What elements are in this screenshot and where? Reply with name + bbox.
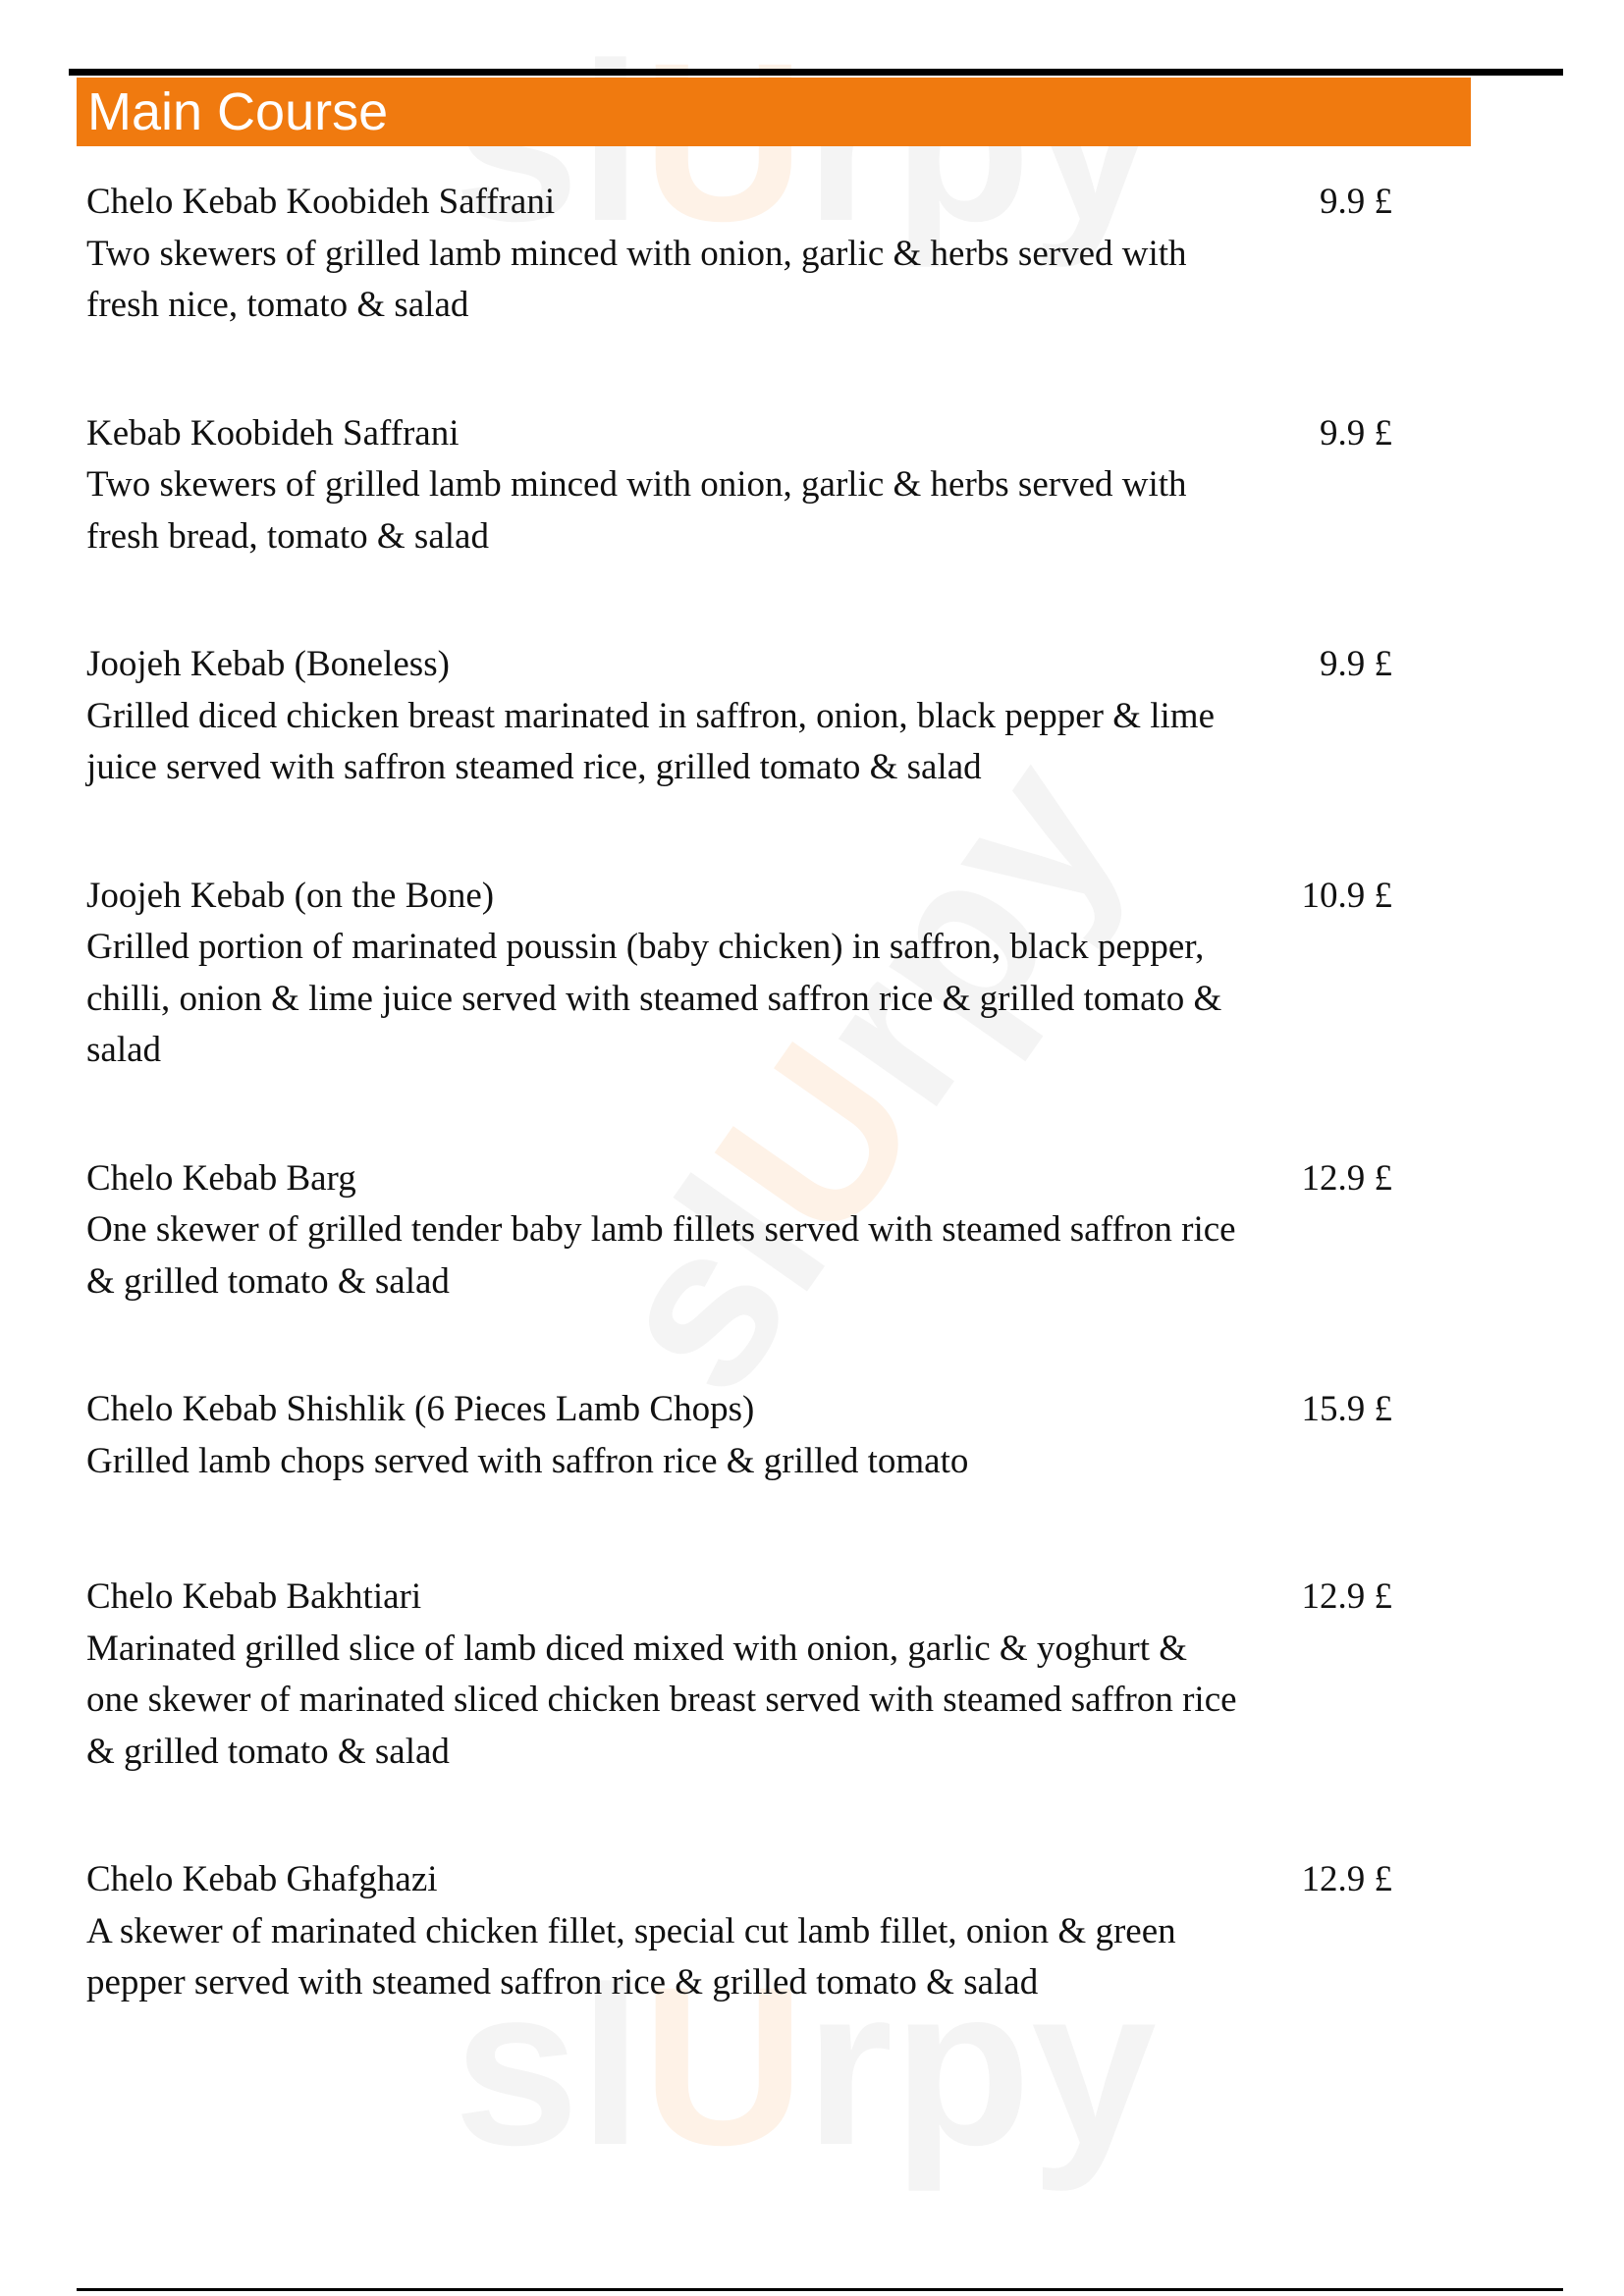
menu-item — [86, 639, 1392, 794]
menu-item-description: One skewer of grilled tender baby lamb fillets served with steamed saffron rice & grilled tomato & salad — [86, 1209, 1236, 1302]
menu-item — [86, 177, 1392, 332]
menu-item — [86, 1854, 1392, 2009]
menu-item — [86, 1384, 1392, 1487]
section-title: Main Course — [77, 78, 1471, 146]
menu-item-name: Chelo Kebab Koobideh Saffrani — [86, 182, 556, 222]
menu-item-description: Two skewers of grilled lamb minced with onion, garlic & herbs served with fresh bread, tomato & salad — [86, 464, 1187, 557]
menu-item — [86, 408, 1392, 563]
menu-item-description: Grilled diced chicken breast marinated in saffron, onion, black pepper & lime juice served with saffron steamed rice, grilled tomato & salad — [86, 695, 1216, 787]
watermark-logo: U — [667, 1002, 967, 1281]
menu-item — [86, 1153, 1392, 1308]
menu-item-name: Joojeh Kebab (Boneless) — [86, 644, 450, 684]
menu-item-description: Marinated grilled slice of lamb diced mixed with onion, garlic & yoghurt & one skewer of marinated sliced chicken breast served with steamed saffron rice & grilled tomato & salad — [86, 1628, 1237, 1772]
menu-item-price: 9.9 £ — [1320, 644, 1392, 684]
menu-item-name: Chelo Kebab Ghafghazi — [86, 1859, 438, 1899]
bottom-divider — [77, 2288, 1563, 2291]
menu-item-price: 12.9 £ — [1301, 1157, 1392, 1199]
watermark-logo: U — [641, 1940, 805, 2192]
menu-item-price: 15.9 £ — [1301, 1389, 1392, 1429]
menu-item-name: Chelo Kebab Barg — [86, 1157, 356, 1199]
menu-item-description: Two skewers of grilled lamb minced with onion, garlic & herbs served with fresh nice, tomato & salad — [86, 233, 1187, 325]
menu-item-name: Kebab Koobideh Saffrani — [86, 412, 460, 454]
menu-item-description: A skewer of marinated chicken fillet, special cut lamb fillet, onion & green pepper served with steamed saffron rice & grilled tomato & salad — [86, 1910, 1176, 2002]
menu-item — [86, 1572, 1392, 1778]
menu-item-name: Chelo Kebab Shishlik (6 Pieces Lamb Chops) — [86, 1389, 755, 1429]
menu-item-price: 10.9 £ — [1301, 875, 1392, 916]
menu-item-name: Joojeh Kebab (on the Bone) — [86, 875, 495, 916]
menu-item-name: Chelo Kebab Bakhtiari — [86, 1576, 422, 1617]
menu-item-description: Grilled lamb chops served with saffron rice & grilled tomato — [86, 1440, 969, 1481]
menu-item-price: 9.9 £ — [1320, 412, 1392, 454]
top-divider — [69, 69, 1563, 76]
menu-item-price: 9.9 £ — [1320, 182, 1392, 222]
menu-item-price: 12.9 £ — [1301, 1859, 1392, 1899]
menu-item-price: 12.9 £ — [1301, 1576, 1392, 1617]
menu-list — [86, 177, 1392, 2009]
menu-item-description: Grilled portion of marinated poussin (baby chicken) in saffron, black pepper, chilli, onion & lime juice served with steamed saffron rice & grilled tomato & salad — [86, 927, 1222, 1070]
menu-item — [86, 871, 1392, 1077]
